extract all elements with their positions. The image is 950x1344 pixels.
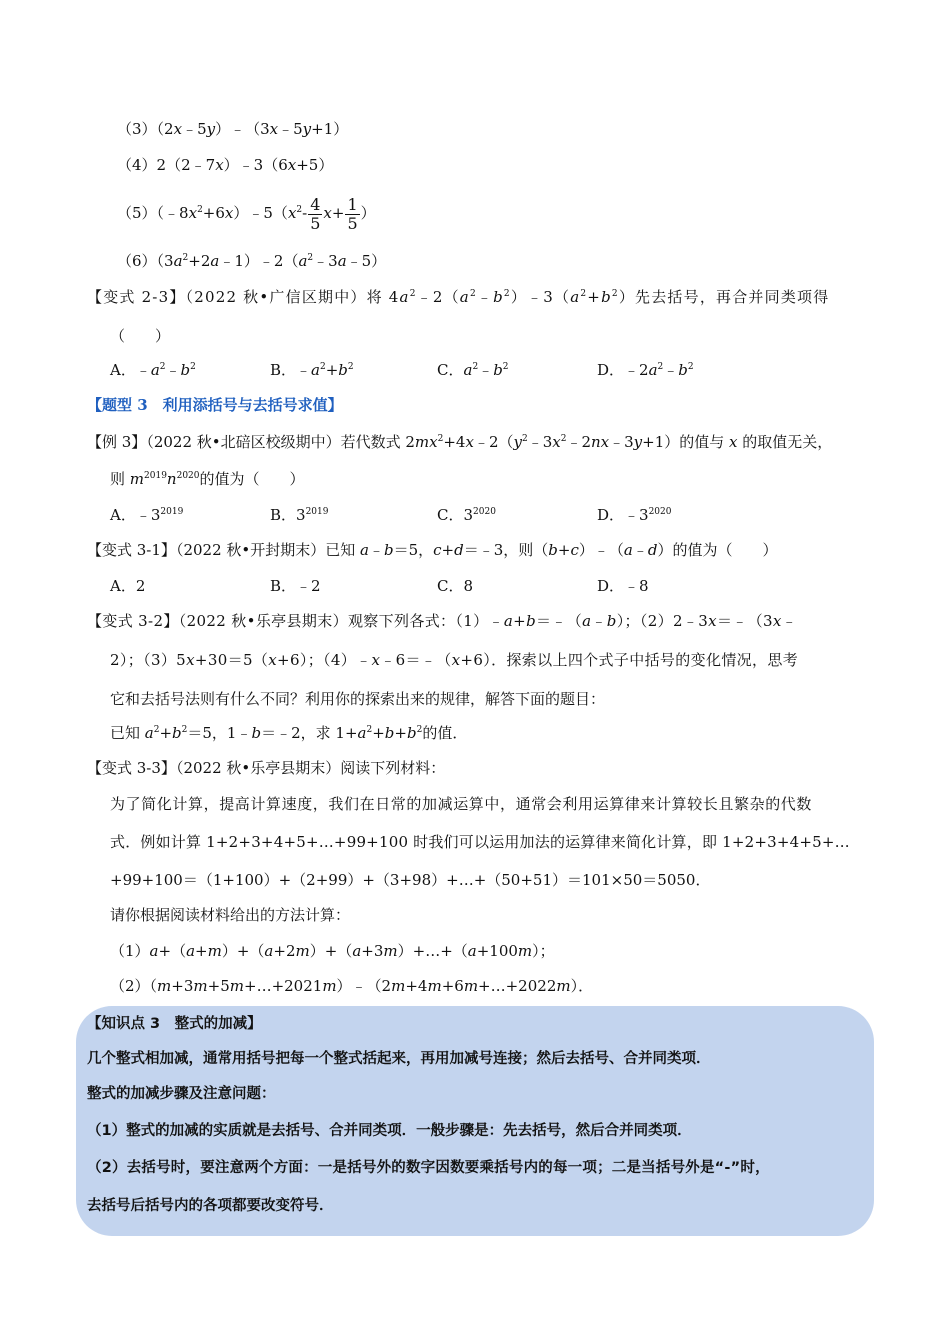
question-source: （2022 秋•乐亭县期末）	[175, 759, 341, 777]
option-a: A．2	[110, 577, 146, 595]
fraction-1-5: $\frac{1}{5}$	[347, 194, 358, 233]
variant-3-3-stem	[87, 758, 445, 778]
type-3-heading: 【题型 3 利用添括号与去括号求值】	[87, 396, 343, 414]
knowledge-3-line5: 去括号后括号内的各项都要改变符号．	[87, 1198, 334, 1214]
knowledge-3-line3: （1）整式的加减的实质就是去括号、合并同类项．一般步骤是：先去括号，然后合并同类项．	[87, 1123, 692, 1139]
option-d: D．$﹣3^{2020}$	[597, 506, 672, 524]
option-c: C．$a^2﹣b^2$	[437, 361, 509, 379]
variant-label: 【变式 2-3】	[87, 288, 186, 306]
variant-2-3-stem: 【变式 2-3】（2022 秋•广信区期中）将 $4a^2﹣2(a^2﹣b^2)﹣3(a^2+b^2)$先去括号，再合并同类项得	[87, 288, 830, 306]
option-c: C．$3^{2020}$	[437, 506, 496, 524]
option-c: C．8	[437, 577, 474, 595]
question-source: （2022 秋•北碚区校级期中）	[146, 433, 341, 451]
variant-3-3-q1: （1）a+（a+m）+（a+2m）+（a+3m）+…+（a+100m）；	[110, 942, 555, 960]
variant-label: 【变式 3-1】	[87, 541, 176, 559]
option-b: B．﹣2	[270, 577, 321, 595]
example-3-stem: 【例 3】（2022 秋•北碚区校级期中）若代数式 $2mx^2+4x﹣2(y^2﹣3x^2﹣2nx﹣3y+1)$的值与 x 的取值无关，	[87, 433, 833, 451]
variant-3-2-line3: 它和去括号法则有什么不同？利用你的探索出来的规律，解答下面的题目：	[110, 690, 606, 708]
answer-blank: （ ）	[110, 327, 171, 345]
reading-para-1: 为了简化计算，提高计算速度，我们在日常的加减运算中，通常会利用运算律来计算较长且繁杂的代数	[110, 795, 813, 813]
question-source: （2022 秋•开封期末）	[175, 541, 326, 559]
variant-label: 【变式 3-3】	[87, 759, 176, 777]
option-a: A．$﹣3^{2019}$	[110, 506, 184, 524]
reading-para-2: 式．例如计算 1+2+3+4+5+…+99+100 时我们可以运用加法的运算律来简化计算，即 1+2+3+4+5+…	[110, 833, 850, 851]
option-b: B．$﹣a^2+b^2$	[270, 361, 354, 379]
variant-3-2-stem: 【变式 3-2】（2022 秋•乐亭县期末）观察下列各式：（1）﹣a+b＝﹣（a﹣b）；（2）2﹣3x＝﹣（3x﹣	[87, 612, 798, 630]
question-source: （2022 秋•乐亭县期末）	[178, 612, 348, 630]
knowledge-3-line1: 几个整式相加减，通常用括号把每一个整式括起来，再用加减号连接；然后去括号、合并同类项．	[87, 1051, 711, 1067]
variant-3-2-line4: 已知 $a^2+b^2=5$，1﹣b＝﹣2，求 $1+a^2+b+b^2$的值．	[110, 724, 468, 742]
exercise-4: （4）2（2﹣7x）﹣3（6x+5）	[117, 156, 334, 174]
knowledge-3-line2: 整式的加减步骤及注意问题：	[87, 1086, 276, 1102]
option-d: D．﹣8	[597, 577, 649, 595]
variant-label: 【变式 3-2】	[87, 612, 179, 630]
reading-para-3: +99+100＝（1+100）+（2+99）+（3+98）+…+（50+51）＝101×50＝5050．	[110, 871, 711, 889]
option-d: D．$﹣2a^2﹣b^2$	[597, 361, 694, 379]
variant-3-3-text: 阅读下列材料：	[340, 759, 446, 777]
exercise-3: （3）（2x﹣5y）﹣（3x﹣5y+1）	[117, 120, 349, 138]
variant-3-2-line2: 2）；（3）5x+30＝5（x+6）；（4）﹣x﹣6＝﹣（x+6）．探索以上四个式子中括号的变化情况，思考	[110, 651, 799, 669]
variant-3-1-stem: 【变式 3-1】（2022 秋•开封期末）已知 a﹣b＝5，c+d＝﹣3，则（b+c）﹣（a﹣d）的值为（ ）	[87, 541, 778, 559]
example-label: 【例 3】	[87, 433, 147, 451]
variant-3-3-q2: （2）（m+3m+5m+…+2021m）﹣（2m+4m+6m+…+2022m）．	[110, 977, 594, 995]
question-source: （2022 秋•广信区期中）	[185, 288, 367, 306]
fraction-4-5: $\frac{4}{5}$	[310, 194, 321, 233]
exercise-5: $(5)(﹣8x^2+6x)﹣5(x^2-$ $\frac{4}{5}$ x+ $\frac{1}{5}$ ）	[117, 194, 376, 233]
option-a: A．$﹣a^2﹣b^2$	[110, 361, 196, 379]
reading-para-4: 请你根据阅读材料给出的方法计算：	[110, 906, 351, 924]
exercise-6: $(6)(3a^2+2a﹣1)﹣2(a^2﹣3a﹣5)$	[117, 252, 387, 270]
knowledge-3-line4: （2）去括号时，要注意两个方面：一是括号外的数字因数要乘括号内的每一项；二是当括号外是“-”时，	[87, 1160, 770, 1176]
example-3-stem-line2: 则 $m^{2019}n^{2020}$的值为（ ）	[110, 470, 305, 488]
knowledge-3-heading: 【知识点 3 整式的加减】	[87, 1016, 262, 1032]
option-b: B．$3^{2019}$	[270, 506, 329, 524]
